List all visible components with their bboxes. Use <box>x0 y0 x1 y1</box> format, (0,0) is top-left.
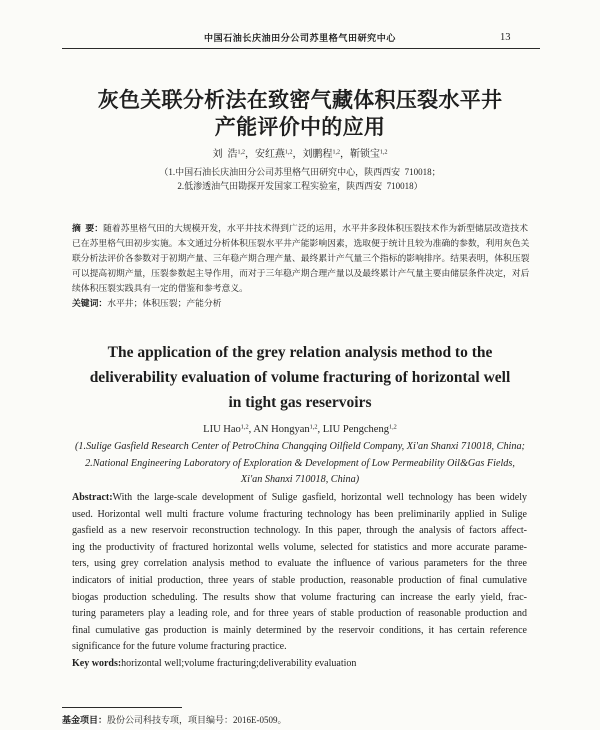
abstract-en-line: ing the productivity of fractured horizontal wells volume, selected for statistics and more accurate parame- <box>72 541 527 553</box>
title-cn-line: 灰色关联分析法在致密气藏体积压裂水平井 <box>97 88 503 112</box>
footnote-label: 基金项目： <box>62 715 108 725</box>
author-separator: ， <box>292 149 303 160</box>
affiliation-en-line: (1.Sulige Gasfield Research Center of PetroChina Changqing Oilfield Company, Xi'an Shanxi 710018, China; <box>75 441 525 452</box>
title-en <box>0 340 600 415</box>
title-cn-line: 产能评价中的应用 <box>214 115 386 139</box>
affiliation-cn-line: 2.低渗透油气田勘探开发国家工程实验室，陕西西安 710018） <box>177 181 423 191</box>
author-separator: , <box>317 424 323 435</box>
abstract-en-line: turing parameters play a leading role, and for three years of stable production of reasonable production and <box>72 608 527 620</box>
abstract-en-text: With the large-scale development of Sulige gasfield, horizontal well technology has been widely <box>112 492 527 503</box>
abstract-en <box>72 490 527 673</box>
abstract-cn-text: 随着苏里格气田的大规模开发，水平井技术得到广泛的运用，水平井多段体积压裂技术作为新型储层改造技术 <box>103 223 528 233</box>
author-separator: ， <box>245 149 255 160</box>
abstract-en-line: biogas production scheduling. The results show that volume fracturing can increase the early yield, frac- <box>72 591 527 603</box>
author-separator: , <box>248 424 254 435</box>
keywords-en-label: Key words: <box>72 657 122 669</box>
abstract-en-line <box>72 490 527 507</box>
author-name: LIU Hao <box>203 424 241 435</box>
author-separator: ， <box>340 149 350 160</box>
keywords-cn-label: 关键词： <box>72 298 108 308</box>
footnote-text: 股份公司科技专项，项目编号：2016E-0509。 <box>107 715 287 725</box>
keywords-cn <box>72 296 528 311</box>
author-affiliation-mark: 1,2 <box>388 423 397 431</box>
affiliation-en-line: 2.National Engineering Laboratory of Exploration & Development of Low Permeability Oil&Gas Fields, <box>85 457 515 469</box>
author-name: 刘 浩 <box>212 149 238 160</box>
authors-cn <box>0 148 600 162</box>
author-affiliation-mark: 1,2 <box>237 149 245 156</box>
abstract-cn <box>72 221 528 311</box>
abstract-cn-line: 可以提高初期产量，压裂参数起主导作用，而对于三年稳产期合理产量以及最终累计产气量主要由储层条件决定，对后 <box>72 268 530 278</box>
author-name: 安红燕 <box>255 149 285 160</box>
abstract-en-line: ters, using grey correlation analysis method to evaluate the influence of various parameters for the three <box>72 558 527 570</box>
abstract-en-line: final cumulative gas production is mainly determined by the reservoir conditions, it has certain reference <box>72 624 527 636</box>
page-number: 13 <box>500 32 511 43</box>
abstract-cn-line: 续体积压裂实践具有一定的借鉴和参考意义。 <box>72 283 248 293</box>
author-affiliation-mark: 1,2 <box>309 423 318 431</box>
header-rule <box>62 48 540 49</box>
abstract-en-line: gasfield as a new reservoir reconstruction technology. In this paper, through the analysis of factors affect- <box>72 525 527 537</box>
running-header: 中国石油长庆油田分公司苏里格气田研究中心 <box>203 33 396 43</box>
affiliation-en-line: Xi'an Shanxi 710018, China) <box>240 474 360 485</box>
title-en-line: The application of the grey relation analysis method to the <box>107 344 493 361</box>
author-name: AN Hongyan <box>253 424 310 435</box>
author-affiliation-mark: 1,2 <box>240 423 249 431</box>
author-name: 靳锁宝 <box>350 149 380 160</box>
abstract-en-line: significance for the future volume fracturing practice. <box>72 641 287 653</box>
affiliations-en <box>0 439 600 489</box>
author-name: LIU Pengcheng <box>322 424 389 435</box>
footnote-rule <box>62 707 182 708</box>
abstract-en-line: used. Horizontal well multi fracture volume fracturing technology has been preliminarily applied in Sulige <box>72 508 527 520</box>
keywords-en <box>72 656 527 673</box>
abstract-cn-line: 已在苏里格气田初步实施。本文通过分析体积压裂水平井产能影响因素，选取便于统计且较为准确的参数，利用灰色关 <box>72 238 530 248</box>
authors-en <box>0 423 600 437</box>
abstract-cn-line: 联分析法评价各参数对于初期产量、三年稳产期合理产量、最终累计产气量三个指标的影响排序。结果表明，体积压裂 <box>72 253 530 263</box>
author-name: 刘鹏程 <box>302 149 333 160</box>
title-en-line: in tight gas reservoirs <box>228 394 372 411</box>
author-affiliation-mark: 1,2 <box>332 149 340 156</box>
abstract-cn-label: 摘 要： <box>72 223 104 233</box>
keywords-cn-text: 水平井；体积压裂；产能分析 <box>107 298 222 308</box>
abstract-en-label: Abstract: <box>72 492 113 503</box>
author-affiliation-mark: 1,2 <box>380 149 388 156</box>
title-en-line: deliverability evaluation of volume fracturing of horizontal well <box>89 369 511 386</box>
abstract-en-line: indicators of initial production, three years of stable production, reasonable production of final cumulative <box>72 574 527 586</box>
affiliation-cn-line: （1.中国石油长庆油田分公司苏里格气田研究中心，陕西西安 710018； <box>159 167 441 177</box>
abstract-cn-line <box>72 221 528 236</box>
keywords-en-text: horizontal well;volume fracturing;deliverability evaluation <box>121 657 357 669</box>
footnote <box>62 714 287 726</box>
author-affiliation-mark: 1,2 <box>285 149 293 156</box>
